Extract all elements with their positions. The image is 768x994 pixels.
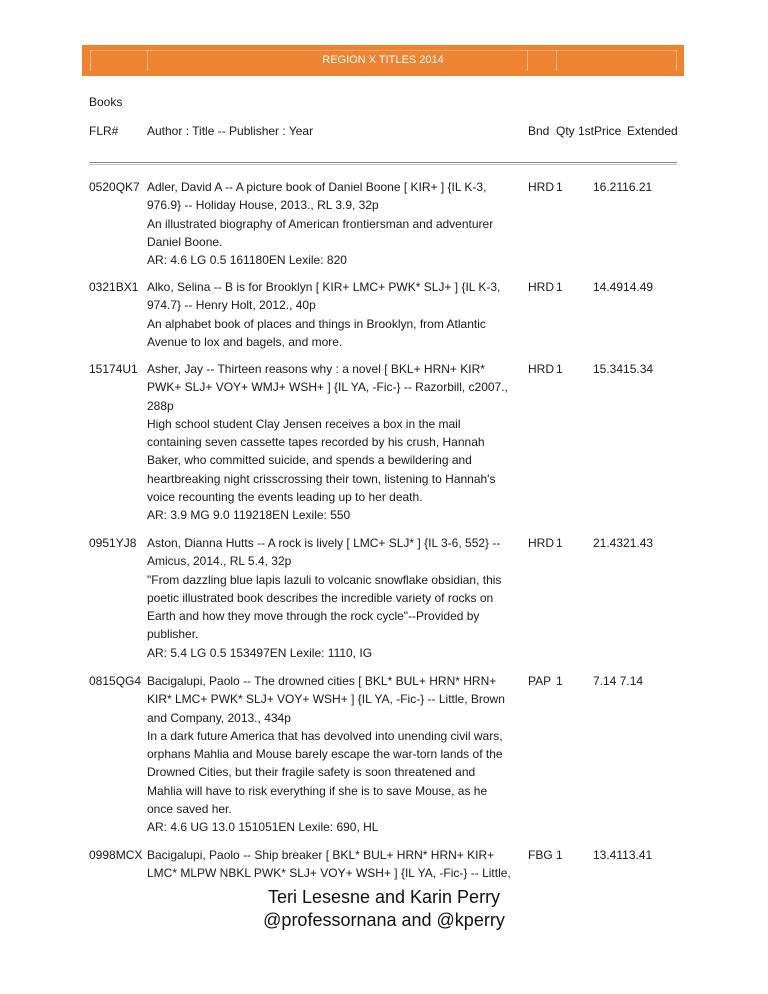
description-line: An illustrated biography of American frontiersman and adventurer — [147, 216, 494, 231]
description-line: 976.9} -- Holiday House, 2013., RL 3.9, 32p — [147, 198, 379, 213]
description-line: Bacigalupi, Paolo -- Ship breaker [ BKL* BUL+ HRN* HRN+ KIR+ — [147, 848, 495, 862]
column-header-qty: Qty — [556, 124, 575, 138]
description-line: AR: 4.6 UG 13.0 151051EN Lexile: 690, HL — [147, 820, 379, 835]
description-line: Amicus, 2014., RL 5.4, 32p — [147, 554, 292, 569]
book-description — [147, 178, 532, 269]
description-line: voice recounting the events leading up to her death. — [147, 490, 423, 505]
price: 7.14 7.14 — [593, 674, 644, 688]
presenter-footer — [200, 886, 568, 932]
book-description — [147, 846, 532, 883]
book-description — [147, 672, 532, 837]
description-line: PWK+ SLJ+ VOY+ WMJ+ WSH+ ] {IL YA, -Fic-} -- Razorbill, c2007., — [147, 380, 508, 395]
flr-number: 0951YJ8 — [89, 536, 137, 550]
description-line: Avenue to lox and bagels, and more. — [147, 334, 343, 349]
quantity: 1 — [556, 674, 563, 688]
flr-number: 0815QG4 — [89, 674, 142, 688]
description-line: once saved her. — [147, 802, 232, 817]
description-line: AR: 5.4 LG 0.5 153497EN Lexile: 1110, IG — [147, 645, 373, 660]
binding: FBG — [528, 848, 553, 862]
price: 16.2116.21 — [593, 180, 653, 194]
header-divider — [89, 164, 677, 165]
description-line: Daniel Boone. — [147, 234, 223, 249]
description-line: In a dark future America that has devolved into unending civil wars, — [147, 728, 503, 743]
description-line: 974.7} -- Henry Holt, 2012., 40p — [147, 298, 316, 313]
description-line: poetic illustrated book describes the incredible variety of rocks on — [147, 590, 494, 605]
book-description — [147, 360, 532, 525]
section-label: Books — [89, 95, 123, 109]
quantity: 1 — [556, 536, 563, 550]
binding: HRD — [528, 362, 554, 376]
flr-number: 0998MCX — [89, 848, 143, 862]
quantity: 1 — [556, 280, 563, 294]
column-header-price: 1stPrice — [578, 124, 622, 138]
description-line: heartbreaking night crisscrossing their town, listening to Hannah's — [147, 471, 496, 486]
price: 21.4321.43 — [593, 536, 654, 550]
description-line: Alko, Selina -- B is for Brooklyn [ KIR+ LMC+ PWK* SLJ+ ] {IL K-3, — [147, 280, 501, 294]
description-line: Drowned Cities, but their fragile safety is soon threatened and — [147, 765, 476, 780]
description-line: Adler, David A -- A picture book of Daniel Boone [ KIR+ ] {IL K-3, — [147, 180, 487, 194]
column-header-bnd: Bnd — [528, 124, 550, 138]
banner-grid-line — [90, 50, 676, 51]
column-header-flr: FLR# — [89, 124, 119, 138]
description-line: "From dazzling blue lapis lazuli to volcanic snowflake obsidian, this — [147, 572, 502, 587]
quantity: 1 — [556, 180, 563, 194]
binding: PAP — [528, 674, 552, 688]
description-line: publisher. — [147, 627, 199, 642]
header-divider — [89, 162, 677, 163]
title-banner — [82, 45, 684, 76]
description-line: Aston, Dianna Hutts -- A rock is lively [ LMC+ SLJ* ] {IL 3-6, 552} -- — [147, 536, 501, 550]
quantity: 1 — [556, 848, 563, 862]
price: 13.4113.41 — [593, 848, 653, 862]
quantity: 1 — [556, 362, 563, 376]
column-header-author: Author : Title -- Publisher : Year — [147, 124, 314, 138]
description-line: High school student Clay Jensen receives a box in the mail — [147, 416, 461, 431]
presenter-names: Teri Lesesne and Karin Perry — [267, 887, 501, 907]
description-line: containing seven cassette tapes recorded by his crush, Hannah — [147, 435, 485, 450]
book-description — [147, 278, 532, 351]
description-line: Baker, who committed suicide, and spends a bewildering and — [147, 453, 472, 468]
column-header-extended: Extended — [627, 124, 678, 138]
flr-number: 0321BX1 — [89, 280, 139, 294]
flr-number: 15174U1 — [89, 362, 138, 376]
price: 14.4914.49 — [593, 280, 654, 294]
description-line: LMC* MLPW NBKL PWK* SLJ+ VOY+ WSH+ ] {IL YA, -Fic-} -- Little, — [147, 866, 511, 881]
description-line: and Company, 2013., 434p — [147, 710, 291, 725]
description-line: 288p — [147, 398, 174, 413]
book-description — [147, 534, 532, 662]
description-line: Asher, Jay -- Thirteen reasons why : a novel [ BKL+ HRN+ KIR* — [147, 362, 485, 376]
flr-number: 0520QK7 — [89, 180, 140, 194]
presenter-handles: @professornana and @kperry — [263, 910, 505, 930]
description-line: Bacigalupi, Paolo -- The drowned cities [ BKL* BUL+ HRN* HRN+ — [147, 674, 497, 688]
banner-title: REGION X TITLES 2014 — [322, 54, 444, 66]
description-line: AR: 4.6 LG 0.5 161180EN Lexile: 820 — [147, 253, 347, 268]
binding: HRD — [528, 536, 554, 550]
price: 15.3415.34 — [593, 362, 654, 376]
description-line: AR: 3.9 MG 9.0 119218EN Lexile: 550 — [147, 508, 351, 523]
description-line: orphans Mahlia and Mouse barely escape the war-torn lands of the — [147, 747, 503, 762]
description-line: Mahlia will have to risk everything if she is to save Mouse, as he — [147, 783, 488, 798]
description-line: An alphabet book of places and things in Brooklyn, from Atlantic — [147, 316, 486, 331]
description-line: Earth and how they move through the rock cycle"--Provided by — [147, 609, 480, 624]
binding: HRD — [528, 180, 554, 194]
description-line: KIR* LMC+ PWK* SLJ+ VOY+ WSH+ ] {IL YA, -Fic-} -- Little, Brown — [147, 692, 505, 707]
binding: HRD — [528, 280, 554, 294]
